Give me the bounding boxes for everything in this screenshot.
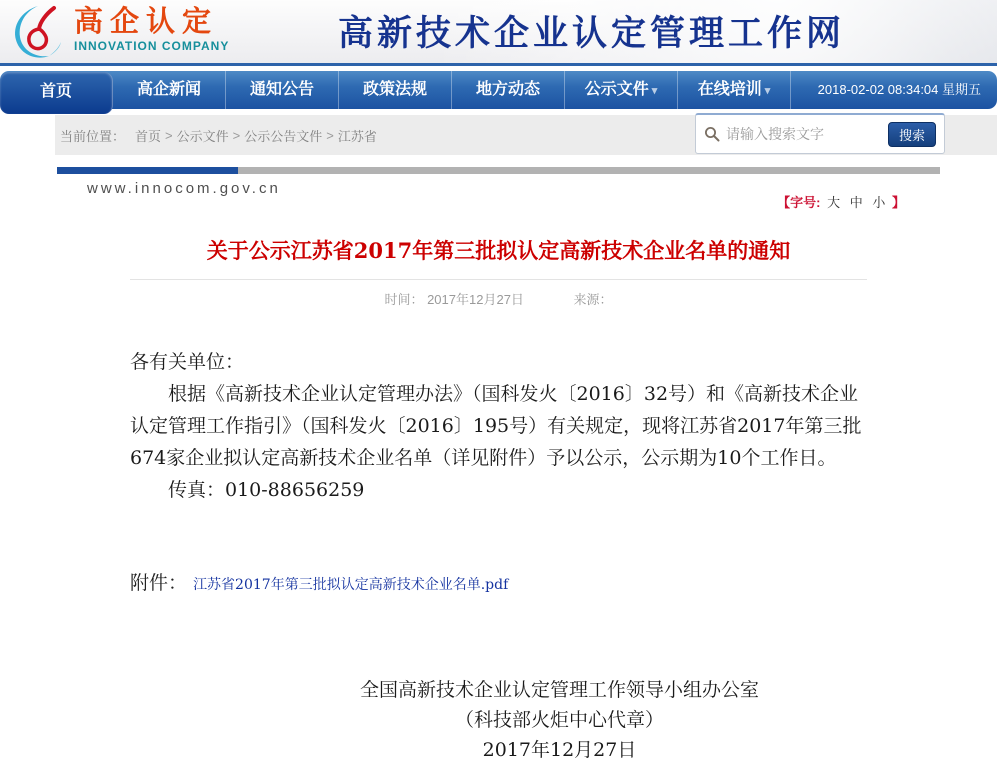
meta-time-value: 2017年12月27日 [427, 292, 524, 307]
breadcrumb-separator: > [165, 127, 173, 143]
search-button[interactable]: 搜索 [888, 122, 936, 147]
logo-subtitle: INNOVATION COMPANY [74, 39, 230, 53]
font-size-small[interactable]: 小 [872, 195, 886, 210]
font-size-widget [777, 192, 905, 211]
site-title: 高新技术企业认定管理工作网 [338, 14, 846, 53]
meta-time-label: 时间： [384, 292, 424, 307]
meta-source-label: 来源： [573, 292, 613, 307]
nav-item-home[interactable]: 首页 [0, 72, 113, 114]
top-bar-blue-segment [57, 167, 238, 174]
attachment-label: 附件： [130, 572, 188, 594]
breadcrumb-bar [55, 115, 997, 155]
top-bar-gray-segment [238, 167, 940, 174]
site-header [0, 0, 997, 63]
title-divider [130, 279, 867, 280]
font-size-medium[interactable]: 中 [849, 195, 863, 210]
site-logo[interactable] [8, 2, 229, 62]
nav-item-news[interactable]: 高企新闻 [113, 71, 226, 109]
font-size-large[interactable]: 大 [827, 195, 841, 210]
breadcrumb-jiangsu[interactable]: 江苏省 [337, 128, 377, 144]
site-url: www.innocom.gov.cn [87, 180, 281, 197]
paragraph-salutation: 各有关单位： [130, 351, 245, 373]
font-size-prefix: 【字号: [777, 195, 821, 210]
nav-item-policies[interactable]: 政策法规 [339, 71, 452, 109]
signature-seal-note: （科技部火炬中心代章） [454, 709, 664, 731]
nav-item-notices[interactable]: 通知公告 [226, 71, 339, 109]
breadcrumb-separator: > [232, 127, 241, 143]
logo-swoosh-icon [8, 2, 70, 62]
signature-block [57, 675, 940, 765]
breadcrumb-home[interactable]: 首页 [135, 128, 162, 144]
search-input[interactable] [726, 126, 888, 142]
nav-item-local[interactable]: 地方动态 [452, 71, 565, 109]
document-body [130, 346, 870, 506]
document-title: 关于公示江苏省2017年第三批拟认定高新技术企业名单的通知 [206, 238, 791, 263]
nav-item-training[interactable]: 在线培训 ▾ [678, 71, 791, 109]
signature-date: 2017年12月27日 [482, 739, 637, 761]
search-icon [704, 126, 720, 142]
search-box [695, 113, 945, 154]
content-area [57, 167, 940, 765]
main-nav [0, 71, 997, 109]
attachment-pdf-link[interactable]: 江苏省2017年第三批拟认定高新技术企业名单.pdf [193, 577, 509, 593]
breadcrumb-public-files[interactable]: 公示文件 [176, 128, 229, 144]
breadcrumb-label: 当前位置： [60, 128, 126, 144]
nav-item-public-files[interactable]: 公示文件 ▾ [565, 71, 678, 109]
logo-title: 高企认定 [74, 6, 219, 38]
signature-office: 全国高新技术企业认定管理工作领导小组办公室 [359, 679, 759, 701]
chevron-down-icon: ▾ [651, 85, 658, 97]
paragraph-fax: 传真：010-88656259 [168, 479, 365, 501]
font-size-suffix: 】 [891, 195, 905, 210]
breadcrumb-separator: > [326, 127, 334, 143]
attachment-row [130, 568, 940, 595]
breadcrumb-announcement-files[interactable]: 公示公告文件 [244, 128, 323, 144]
content-top-bar [57, 167, 940, 174]
document-meta [57, 289, 940, 308]
nav-datetime: 2018-02-02 08:34:04 星期五 [817, 82, 981, 97]
chevron-down-icon: ▾ [764, 85, 771, 97]
paragraph-main: 根据《高新技术企业认定管理办法》（国科发火〔2016〕32号）和《高新技术企业认定管理工作指引》（国科发火〔2016〕195号）有关规定，现将江苏省2017年第三批674家企业拟认定高新技术企业名单（详见附件）予以公示，公示期为10个工作日。 [130, 383, 862, 469]
